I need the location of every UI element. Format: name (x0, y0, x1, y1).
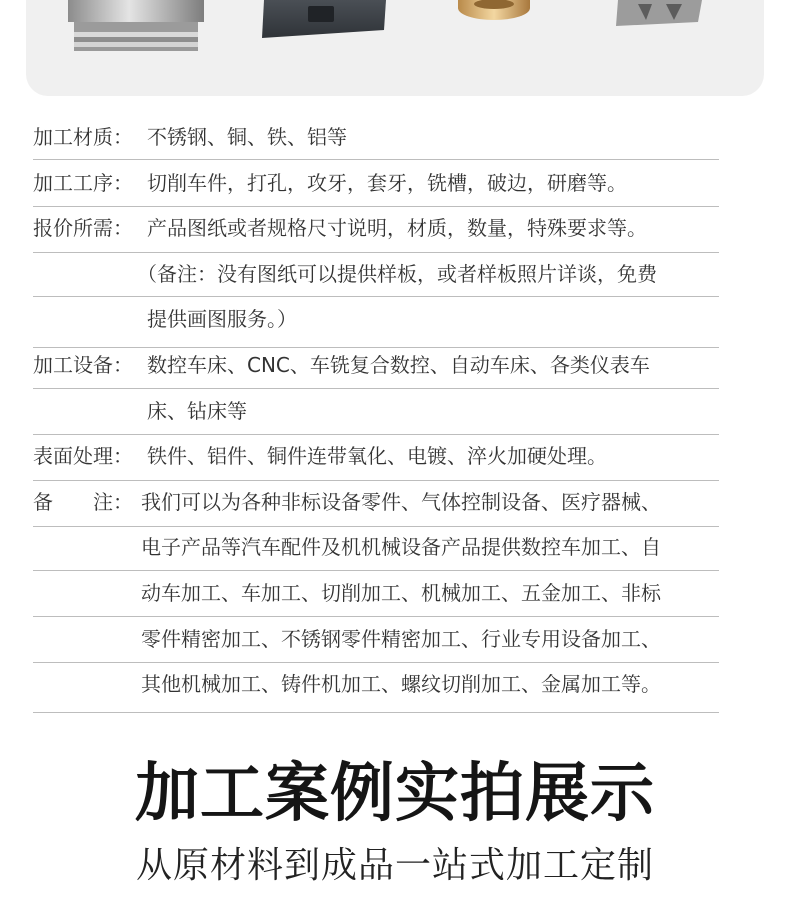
divider (33, 388, 719, 389)
spec-text: 床、钻床等 (147, 398, 247, 423)
spec-text: 切削车件，打孔，攻牙，套牙，铣槽，破边，研磨等。 (147, 170, 627, 195)
spec-row-quote (33, 206, 733, 252)
spec-text: 提供画图服务。） (147, 307, 297, 332)
spec-row-surface (33, 434, 733, 480)
spec-label: 备 注： (33, 489, 133, 514)
divider (33, 570, 719, 571)
divider (33, 616, 719, 617)
spec-label: 加工工序： (33, 170, 133, 195)
brass-bushing-part (458, 0, 530, 20)
spec-row-material (33, 115, 733, 161)
spec-row-equipment (33, 343, 733, 389)
spec-text: 数控车床、CNC、车铣复合数控、自动车床、各类仪表车 (147, 352, 650, 377)
spec-text: 电子产品等汽车配件及机机械设备产品提供数控车加工、自 (141, 535, 661, 560)
spec-row-process (33, 161, 733, 207)
spec-list (33, 115, 733, 708)
divider (33, 347, 719, 348)
divider (33, 252, 719, 253)
spec-text: （备注：没有图纸可以提供样板，或者样板照片详谈，免费 (137, 261, 657, 286)
divider (33, 434, 719, 435)
divider (33, 480, 719, 481)
divider (33, 712, 719, 713)
threaded-fitting-part (68, 0, 204, 51)
divider (33, 159, 719, 160)
spec-label: 加工设备： (33, 352, 133, 377)
machined-parts-photo (26, 0, 764, 96)
dark-block-part (262, 0, 386, 38)
spec-row-quote-note-cont (33, 297, 733, 343)
spec-row-quote-note (33, 252, 733, 298)
spec-text: 我们可以为各种非标设备零件、气体控制设备、医疗器械、 (141, 489, 661, 514)
section-title: 加工案例实拍展示 (135, 757, 655, 831)
steel-clamp-part (616, 0, 702, 26)
divider (33, 662, 719, 663)
spec-label: 报价所需： (33, 216, 133, 241)
product-image-band (26, 0, 764, 96)
spec-row-remarks (33, 480, 733, 526)
spec-label: 表面处理： (33, 444, 133, 469)
divider (33, 526, 719, 527)
spec-text: 动车加工、车加工、切削加工、机械加工、五金加工、非标 (141, 580, 661, 605)
spec-label: 加工材质： (33, 125, 133, 149)
spec-text: 产品图纸或者规格尺寸说明，材质，数量，特殊要求等。 (147, 216, 647, 241)
spec-text: 其他机械加工、铸件机加工、螺纹切削加工、金属加工等。 (141, 672, 661, 697)
spec-text: 铁件、铝件、铜件连带氧化、电镀、淬火加硬处理。 (147, 444, 607, 469)
spec-row-equipment-cont (33, 389, 733, 435)
spec-row-remarks-cont (33, 662, 733, 708)
spec-row-remarks-cont (33, 571, 733, 617)
spec-text: 零件精密加工、不锈钢零件精密加工、行业专用设备加工、 (141, 626, 661, 651)
divider (33, 206, 719, 207)
spec-row-remarks-cont (33, 617, 733, 663)
spec-text: 不锈钢、铜、铁、铝等 (147, 125, 347, 149)
spec-row-remarks-cont (33, 525, 733, 571)
section-subtitle: 从原材料到成品一站式加工定制 (135, 845, 654, 886)
divider (33, 296, 719, 297)
